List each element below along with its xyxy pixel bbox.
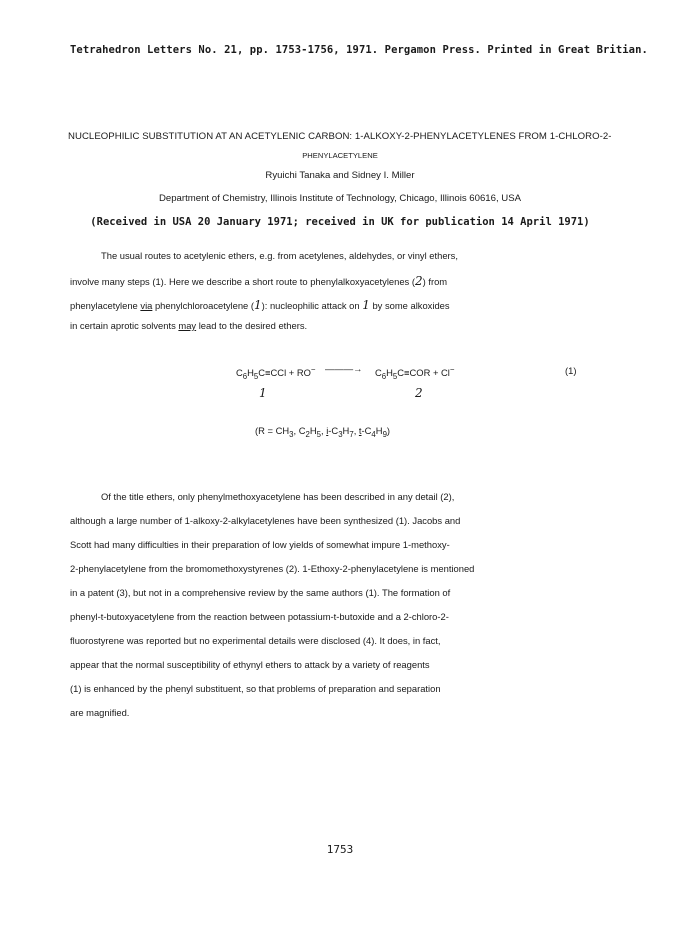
para2-line4: 2-phenylacetylene from the bromomethoxystyrenes (2). 1-Ethoxy-2-phenylacetylene is mentioned <box>70 563 475 574</box>
para1-line1: The usual routes to acetylenic ethers, e.g. from acetylenes, aldehydes, or vinyl ethers, <box>101 250 458 261</box>
via-italic: via <box>140 300 153 311</box>
equation-number: (1) <box>565 365 577 376</box>
para2-line3: Scott had many difficulties in their preparation of low yields of somewhat impure 1-methoxy- <box>70 539 450 550</box>
article-title-line1: NUCLEOPHILIC SUBSTITUTION AT AN ACETYLENIC CARBON: 1-ALKOXY-2-PHENYLACETYLENES FROM 1-CHLORO-2- <box>68 131 612 142</box>
label-product: 2 <box>415 386 423 400</box>
para1-line3 <box>70 298 450 312</box>
page-number: 1753 <box>326 843 354 856</box>
equation-reactant: $C_6H_5C\equiv CCl + RO^-$ <box>236 365 316 381</box>
article-title-line2: PHENYLACETYLENE <box>302 151 378 160</box>
journal-header: Tetrahedron Letters No. 21, pp. 1753-1756, 1971. Pergamon Press. Printed in Great Britian. <box>70 44 648 56</box>
compound-label-1: 1 <box>253 298 262 312</box>
para1-line4 <box>70 320 307 331</box>
department-affiliation: Department of Chemistry, Illinois Institute of Technology, Chicago, Illinois 60616, USA <box>158 193 522 204</box>
received-dates: (Received in USA 20 January 1971; received in UK for publication 14 April 1971) <box>90 216 590 228</box>
para1-line4-text-b: lead to the desired ethers. <box>196 320 308 331</box>
para1-line2-text-a: involve many steps (1). Here we describe a short route to phenylalkoxyacetylenes ( <box>70 276 415 287</box>
para1-line2-text-b: ) from <box>422 276 448 287</box>
para2-line1: Of the title ethers, only phenylmethoxyacetylene has been described in any detail (2), <box>101 491 455 502</box>
r-group-definition: ($R = CH_3$, $C_2H_5$, $i-C_3H_7$, $t-C_4H_9$) <box>255 425 391 439</box>
compound-label-1b: 1 <box>362 298 370 312</box>
para1-line2 <box>70 274 447 288</box>
para1-line3-text-a: phenylacetylene <box>70 300 141 311</box>
para1-line3-text-c: ): nucleophilic attack on <box>261 300 363 311</box>
para1-line3-text-b: phenylchloroacetylene ( <box>152 300 254 311</box>
para1-line3-text-d: by some alkoxides <box>369 300 450 311</box>
para2-line2: although a large number of 1-alkoxy-2-alkylacetylenes have been synthesized (1). Jacobs and <box>70 515 461 526</box>
equation-product: $C_6H_5C\equiv COR + Cl^-$ <box>375 365 455 381</box>
reaction-arrow: ———→ <box>325 363 363 374</box>
may-italic: may <box>178 320 197 331</box>
authors: Ryuichi Tanaka and Sidney I. Miller <box>265 170 415 181</box>
para2-line8: appear that the normal susceptibility of ethynyl ethers to attack by a variety of reagents <box>70 659 430 670</box>
para2-line10: are magnified. <box>70 707 130 718</box>
para2-line7: fluorostyrene was reported but no experimental details were disclosed (4). It does, in fact, <box>70 635 441 646</box>
para2-line5: in a patent (3), but not in a comprehensive review by the same authors (1). The formation of <box>70 587 451 598</box>
para2-line9: (1) is enhanced by the phenyl substituent, so that problems of preparation and separation <box>70 683 441 694</box>
label-reactant: 1 <box>259 386 267 400</box>
compound-label-2: 2 <box>414 274 423 288</box>
para1-line4-text-a: in certain aprotic solvents <box>70 320 179 331</box>
para2-line6: phenyl-t-butoxyacetylene from the reaction between potassium-t-butoxide and a 2-chloro-2- <box>70 611 449 622</box>
